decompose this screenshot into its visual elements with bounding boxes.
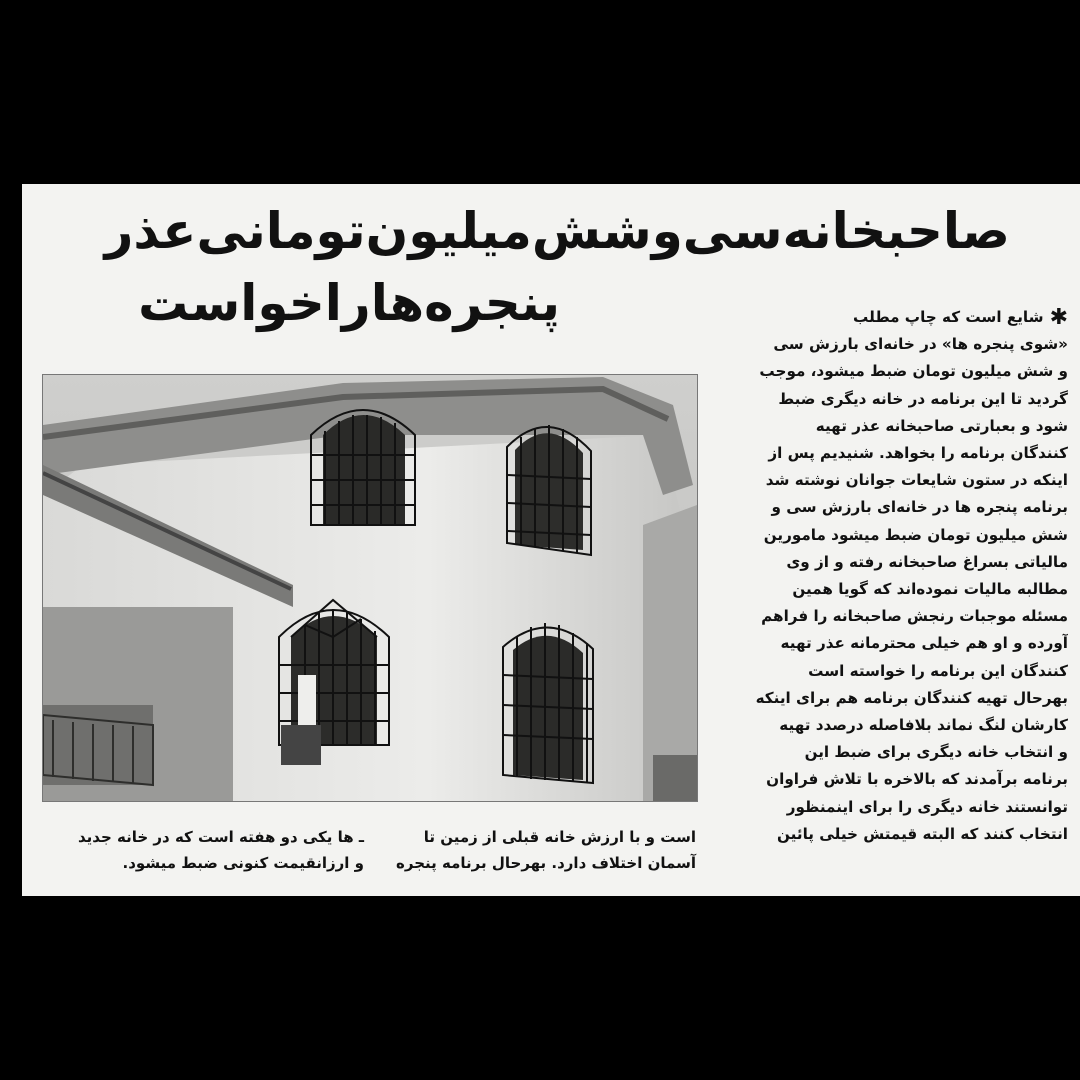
caption-middle [376, 824, 696, 876]
body-line: بهرحال تهیه کنندگان برنامه هم برای اینکه [755, 688, 1068, 707]
body-line: انتخاب کنند که البته قیمتش خیلی پائین [777, 824, 1068, 843]
body-line: «شوی پنجره ها» در خانه‌ای بارزش سی [773, 335, 1068, 354]
caption-line: ـ ها یکی دو هفته است که در خانه جدید [78, 828, 364, 846]
headline-line-2: پنجره‌ها‌را‌خواست [138, 274, 560, 332]
caption-left [34, 824, 364, 876]
caption-line: آسمان اختلاف دارد. بهرحال برنامه پنجره [396, 854, 696, 872]
caption-line: است و با ارزش خانه قبلی از زمین تا [423, 828, 696, 846]
house-photo-drawing [43, 375, 697, 801]
headline-line-1: صاحبخانه‌سی‌وشش‌میلیون‌تومانی‌عذر [104, 202, 1010, 260]
body-line: توانستند خانه دیگری را برای اینمنظور [786, 797, 1068, 816]
body-line: اینکه در ستون شایعات جوانان نوشته شد [765, 471, 1068, 490]
house-photo [42, 374, 698, 802]
body-line: کنندگان برنامه را بخواهد. شنیدیم پس از [768, 444, 1068, 463]
body-line: کنندگان این برنامه را خواسته است [808, 661, 1068, 680]
body-line: ✱شایع است که چاپ مطلب [853, 305, 1068, 330]
caption-line: و ارزانقیمت کنونی ضبط میشود. [122, 854, 364, 872]
body-line: شش میلیون تومان ضبط میشود مامورین [763, 525, 1068, 544]
asterisk-icon: ✱ [1049, 305, 1068, 330]
body-line: مطالبه مالیات نموده‌اند که گویا همین [792, 580, 1068, 599]
body-line: و شش میلیون تومان ضبط میشود، موجب [759, 362, 1068, 381]
article-body [736, 304, 1068, 848]
body-line: گردید تا این برنامه در خانه دیگری ضبط [778, 389, 1068, 408]
body-line: شود و بعبارتی صاحبخانه عذر تهیه [815, 416, 1068, 435]
body-line: مسئله موجبات رنجش صاحبخانه را فراهم [761, 607, 1068, 626]
body-line: و انتخاب خانه دیگری برای ضبط این [804, 743, 1068, 762]
body-line: آورده و او هم خیلی محترمانه عذر تهیه [780, 634, 1068, 653]
body-line: کارشان لنگ نماند بلافاصله درصدد تهیه [779, 716, 1068, 735]
body-line: برنامه پنجره ها در خانه‌ای بارزش سی و [771, 498, 1068, 517]
newspaper-clipping [22, 184, 1080, 896]
body-line: مالیاتی بسراغ صاحبخانه رفته و از وی [786, 552, 1068, 571]
body-line: برنامه برآمدند که بالاخره با تلاش فراوان [766, 770, 1068, 789]
